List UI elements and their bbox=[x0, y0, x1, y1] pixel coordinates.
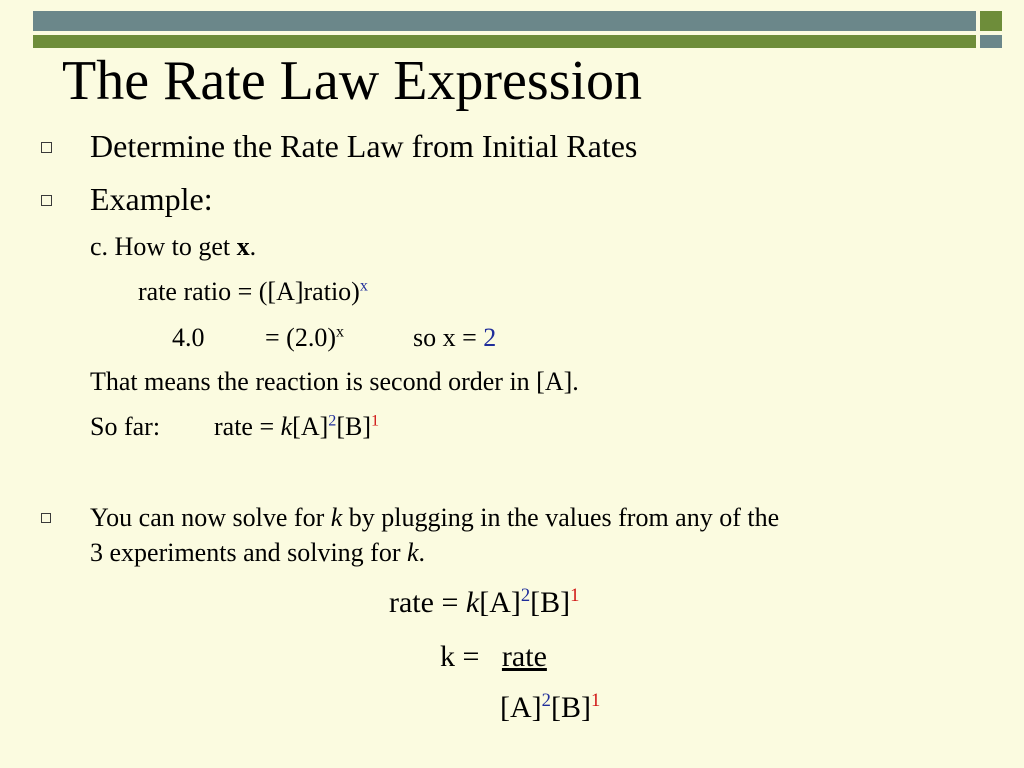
bullet-square-icon bbox=[41, 195, 52, 206]
order-a-centered: 2 bbox=[520, 585, 531, 606]
bullet-solve-k-line1 bbox=[90, 501, 779, 535]
eq-base: = (2.0) bbox=[265, 323, 336, 352]
solve-text-2: by plugging in the values from any of the bbox=[342, 503, 780, 532]
order-b: 1 bbox=[371, 412, 380, 430]
rate-text: rate = bbox=[214, 412, 281, 441]
k-denominator bbox=[500, 688, 600, 728]
conc-a: [A] bbox=[292, 412, 329, 441]
denom-b: [B] bbox=[550, 691, 591, 724]
bullet-square-icon bbox=[41, 513, 51, 523]
conc-b: [B] bbox=[336, 412, 371, 441]
header-square-green bbox=[980, 11, 1002, 31]
so-far-rate-law bbox=[214, 410, 379, 444]
k-equation bbox=[440, 637, 547, 677]
conc-a-centered: [A] bbox=[479, 586, 521, 619]
step-c-line bbox=[90, 230, 256, 264]
rate-ratio-text: rate ratio = ([A]ratio) bbox=[138, 277, 360, 306]
eq-exponent: x bbox=[335, 323, 345, 341]
bullet-example: Example: bbox=[90, 181, 213, 217]
k-numerator: rate bbox=[501, 640, 547, 673]
rate-constant: k bbox=[280, 412, 293, 441]
solve-text-3: 3 experiments and solving for bbox=[90, 538, 407, 567]
eq-solution bbox=[413, 321, 496, 355]
slide-title: The Rate Law Expression bbox=[62, 50, 643, 112]
eq-right bbox=[265, 321, 344, 355]
denom-order-a: 2 bbox=[541, 690, 551, 711]
denom-order-b: 1 bbox=[590, 690, 601, 711]
rate-text-centered: rate = bbox=[389, 586, 466, 619]
eq-left: 4.0 bbox=[172, 323, 205, 352]
step-c-period: . bbox=[249, 232, 257, 261]
bullet-square-icon bbox=[41, 142, 52, 153]
rate-law-centered bbox=[389, 583, 579, 623]
rate-constant-centered: k bbox=[465, 586, 480, 619]
conc-b-centered: [B] bbox=[530, 586, 571, 619]
rate-ratio-exponent: x bbox=[359, 277, 368, 295]
header-square-teal bbox=[980, 35, 1002, 48]
solve-k: k bbox=[330, 503, 343, 532]
denom-a: [A] bbox=[500, 691, 542, 724]
solve-period: . bbox=[418, 538, 426, 567]
second-order-statement: That means the reaction is second order in [A]. bbox=[90, 367, 579, 396]
eq-so-text: so x = bbox=[413, 323, 484, 352]
so-far-label: So far: bbox=[90, 412, 161, 441]
order-b-centered: 1 bbox=[570, 585, 580, 606]
bullet-solve-k-line2 bbox=[90, 536, 425, 570]
step-c-text: c. How to get bbox=[90, 232, 237, 261]
header-bar-teal bbox=[33, 11, 976, 31]
solve-k-2: k bbox=[407, 538, 419, 567]
k-equals: k = bbox=[440, 640, 502, 673]
step-c-variable: x bbox=[236, 232, 250, 261]
rate-ratio-line bbox=[138, 275, 368, 309]
bullet-determine: Determine the Rate Law from Initial Rates bbox=[90, 128, 638, 164]
eq-value: 2 bbox=[483, 323, 497, 352]
order-a: 2 bbox=[328, 412, 337, 430]
solve-text-1: You can now solve for bbox=[90, 503, 331, 532]
